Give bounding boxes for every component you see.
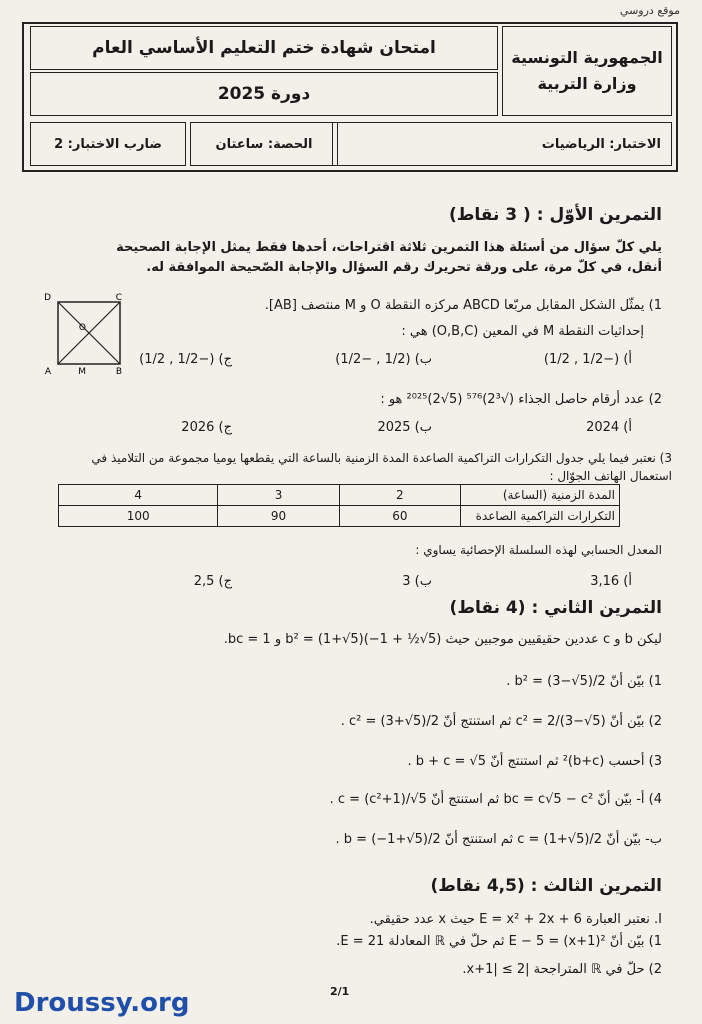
question-3-1: 1) بيّن أنّ E − 5 = (x+1)² ثم حلّ في ℝ المعادلة E = 21. [336, 934, 662, 949]
exercise-2-title: التمرين الثاني : (4 نقاط) [449, 598, 662, 618]
table-row-1-label: المدة الزمنية (الساعة) [461, 485, 620, 506]
table-cell: 60 [339, 506, 460, 527]
question-1-3-cont: استعمال الهاتف الجوّال : [549, 469, 672, 483]
exercise-3-title: التمرين الثالث : (4,5 نقاط) [430, 876, 662, 896]
duration-label: الحصة: ساعتان [190, 122, 338, 166]
exercise-1-intro-2: أنقل، في كلّ مرة، على ورقة تحريرك رقم السؤال والإجابة الصّحيحة الموافقة له. [146, 260, 662, 275]
question-1-1-prompt: إحداثيات النقطة M في المعين (O,B,C) هي : [401, 324, 644, 339]
question-2-4a: 4) أ- بيّن أنّ bc = c√5 − c² ثم استنتج أنّ c = (c²+1)/√5 . [329, 792, 662, 807]
republic-label: الجمهورية التونسية [511, 48, 663, 67]
question-1-2: 2) عدد أرقام حاصل الجذاء (√2³)⁵⁷⁶ (5√2)²⁰²⁵ هو : [380, 392, 662, 407]
question-1-1: 1) يمثّل الشكل المقابل مربّعا ABCD مركزه النقطة O و M منتصف [AB]. [264, 298, 662, 313]
table-row [59, 506, 620, 527]
answer-1-3-b: ب) 3 [402, 574, 432, 589]
exercise-1-intro-1: يلي كلّ سؤال من أسئلة هذا التمرين ثلاثة اقتراحات، أحدها فقط يمثل الإجابة الصحيحة [116, 240, 662, 255]
table-cell: 4 [59, 485, 218, 506]
question-2-1: 1) بيّن أنّ b² = (3−√5)/2 . [506, 674, 662, 689]
vertex-b-label: B [115, 367, 122, 377]
exam-title: امتحان شهادة ختم التعليم الأساسي العام [30, 26, 498, 70]
table-cell: 100 [59, 506, 218, 527]
exam-session: دورة 2025 [30, 72, 498, 116]
site-logo: Droussy.org [14, 988, 190, 1018]
table-cell: 90 [218, 506, 339, 527]
question-1-3: 3) نعتبر فيما يلي جدول التكرارات التراكمية الصاعدة المدة الزمنية بالساعة التي يقطعها يوميا مجموعة من التلاميذ في [91, 451, 672, 465]
vertex-a-label: A [44, 367, 51, 377]
question-1-3-prompt: المعدل الحسابي لهذه السلسلة الإحصائية يساوي : [415, 543, 662, 557]
institution-block [502, 26, 672, 116]
answer-1-1-a: أ) (−1/2 , 1/2) [543, 352, 632, 367]
midpoint-m-label: M [78, 367, 86, 377]
question-2-3: 3) أحسب (b+c)² ثم استنتج أنّ b + c = √5 . [407, 754, 662, 769]
square-figure [44, 292, 134, 377]
table-row-2-label: التكرارات التراكمية الصاعدة [461, 506, 620, 527]
frequency-table [58, 484, 620, 527]
answer-1-1-b: ب) (1/2 , −1/2) [335, 352, 432, 367]
question-2-4b: ب- بيّن أنّ c = (1+√5)/2 ثم استنتج أنّ b = (−1+√5)/2 . [335, 832, 662, 847]
answer-1-2-c: ج) 2026 [181, 420, 232, 435]
ministry-label: وزارة التربية [537, 74, 637, 93]
answer-1-2-b: ب) 2025 [377, 420, 432, 435]
page-number: 2/1 [330, 985, 350, 998]
answer-1-2-a: أ) 2024 [586, 420, 632, 435]
exercise-2-intro: ليكن b و c عددين حقيقيين موجبين حيث b² = (1+√5)(−1 + ½√5) و bc = 1. [223, 632, 662, 647]
answer-1-1-c: ج) (−1/2 , 1/2) [139, 352, 232, 367]
vertex-c-label: C [115, 293, 122, 303]
question-3-2: 2) حلّ في ℝ المتراجحة |x+1| ≤ 2. [462, 962, 662, 977]
vertex-d-label: D [44, 293, 51, 303]
subject-label: الاختبار: الرياضيات [332, 122, 672, 166]
site-label: موقع دروسي [619, 4, 680, 17]
table-cell: 2 [339, 485, 460, 506]
center-o-label: O [78, 323, 86, 333]
coefficient-label: ضارب الاختبار: 2 [30, 122, 186, 166]
question-2-2: 2) بيّن أنّ c² = 2/(3−√5) ثم استنتج أنّ c² = (3+√5)/2 . [340, 714, 662, 729]
answer-1-3-a: أ) 3,16 [590, 574, 632, 589]
exercise-3-part-1: I. نعتبر العبارة E = x² + 2x + 6 حيث x عدد حقيقي. [369, 912, 662, 927]
answer-1-3-c: ج) 2,5 [193, 574, 232, 589]
exam-header [22, 22, 678, 172]
exercise-1-title: التمرين الأوّل : ( 3 نقاط) [448, 205, 662, 225]
table-row [59, 485, 620, 506]
table-cell: 3 [218, 485, 339, 506]
